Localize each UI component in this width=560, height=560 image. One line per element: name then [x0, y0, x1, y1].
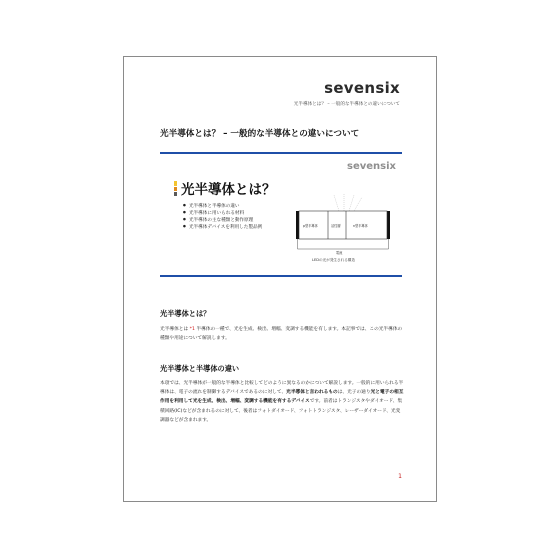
document-page [123, 56, 437, 502]
page-number: 1 [398, 473, 402, 480]
diagram-label-current: 電流 [336, 251, 343, 255]
diagram-label-active: 活性層 [331, 224, 341, 228]
document-title: 光半導体とは？ – 一般的な半導体との違いについて [160, 129, 360, 139]
slide-bullet: ● 光半導体デバイスを利用した製品例 [183, 224, 262, 231]
led-diagram-graphic [294, 191, 404, 267]
slide-title: 光半導体とは？ [181, 182, 276, 198]
top-rule [160, 152, 402, 154]
bottom-rule [160, 275, 402, 277]
section-paragraph: 光半導体とは *1 半導体の一種で、光を生成、検出、増幅、変調する機能を有します。本記事では、この光半導体の種類や用途について解説します。 [160, 327, 403, 342]
footnote-marker: *1 [189, 327, 195, 332]
slide-bullet: ● 光半導体と半導体の違い [183, 203, 262, 210]
header-subtitle: 光半導体とは？ – 一般的な半導体との違いについて [293, 102, 400, 107]
diagram-label-n: n型半導体 [353, 224, 368, 228]
slide-bullet: ● 光半導体の主な種類と動作原理 [183, 217, 262, 224]
diagram-caption: LEDの光が発生される構造 [312, 258, 355, 262]
led-structure-diagram [294, 191, 404, 267]
slide-bullet-list [183, 203, 262, 231]
slide-brand-logo: sevensix [347, 161, 396, 172]
brand-logo: sevensix [324, 79, 400, 97]
section-heading: 光半導体とは？ [160, 309, 211, 318]
section-heading: 光半導体と半導体の違い [160, 364, 240, 373]
slide-bullet: ● 光半導体に用いられる材料 [183, 210, 262, 217]
diagram-label-p: p型半導体 [303, 224, 318, 228]
section-paragraph: 本項では、光半導体が一般的な半導体と比較してどのように異なるのかについて解説します。一般的に用いられる半導体は、電子の流れを制御するデバイスであるのに対して、光半導体と言われるものは、光子の通り光と電子の相互作用を利用して光を生成、検出、増幅、変調する機能を有するデバイスです。前者はトランジスタやダイオード、集積回路(IC)などが含まれるのに対して、後者はフォトダイオード、フォトトランジスタ、レーザーダイオード、光変調器などが含まれます。 [160, 381, 404, 423]
slide-accent-mark [174, 181, 177, 195]
